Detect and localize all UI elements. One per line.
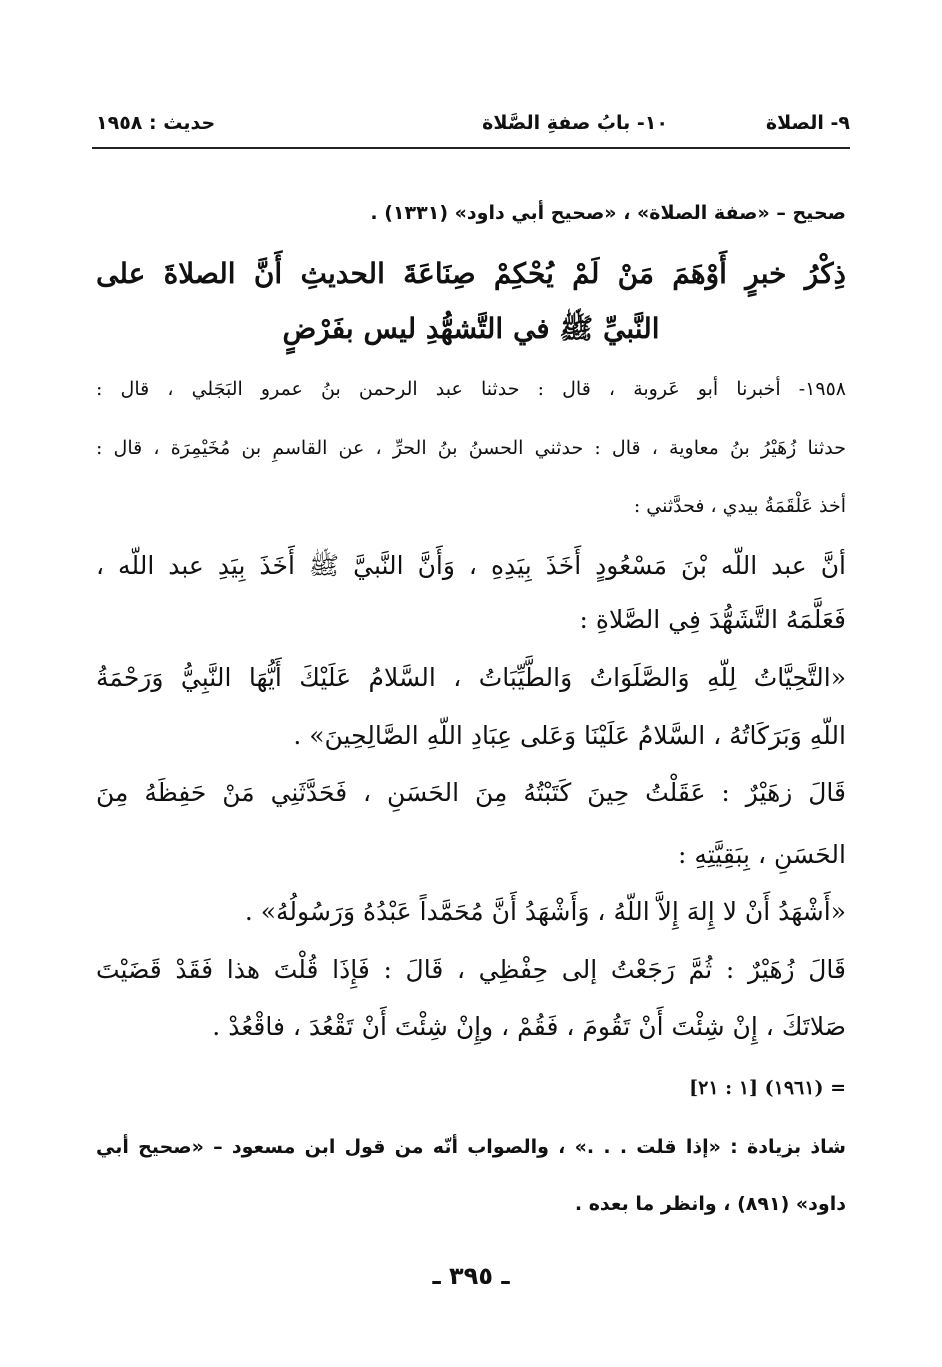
header-rule bbox=[92, 147, 850, 149]
footnote-line-2: داود» (٨٩١) ، وانظر ما بعده . bbox=[574, 1193, 846, 1215]
isnad-line-1: ١٩٥٨- أخبرنا أبو عَروبة ، قال : حدثنا عبد الرحمن بنُ عمرو البَجَلي ، قال : bbox=[96, 378, 846, 400]
grading-line: صحيح – «صفة الصلاة» ، «صحيح أبي داود» (١٣٣١) . bbox=[370, 202, 846, 224]
matn-line-4: اللّهِ وَبَرَكَاتُهُ ، السَّلامُ عَلَيْنَا وَعَلى عِبَادِ اللّهِ الصَّالِحِينَ» . bbox=[293, 721, 846, 750]
isnad-line-3: أخذ عَلْقَمَةُ بيدي ، فحدَّثني : bbox=[633, 495, 846, 517]
footnote-line-1: شاذ بزيادة : «إذا قلت . . .» ، والصواب أنّه من قول ابن مسعود – «صحيح أبي bbox=[96, 1136, 846, 1158]
matn-line-9: صَلاتَكَ ، إِنْ شِئْتَ أَنْ تَقُومَ ، فَقُمْ ، وإِنْ شِئْتَ أَنْ تَقْعُدَ ، فاقْعُدْ . bbox=[212, 1012, 846, 1041]
cross-reference: = (١٩٦١) [١ : ٢١] bbox=[689, 1077, 846, 1099]
matn-line-7: «أَشْهَدُ أَنْ لا إِلهَ إِلاَّ اللّهُ ، وَأَشْهَدُ أَنَّ مُحَمَّداً عَبْدُهُ وَرَسُولُهُ» . bbox=[244, 897, 846, 926]
page-number: ـ ٣٩٥ ـ bbox=[432, 1262, 510, 1290]
matn-line-5: قَالَ زهَيْرٌ : عَقَلْتُ حِينَ كَتَبْتُهُ مِنَ الحَسَنِ ، فَحَدَّثَنِي مَنْ حَفِظَهُ مِنَ bbox=[96, 778, 846, 807]
matn-line-1: أنَّ عبد اللّه بْنَ مَسْعُودٍ أَخَذَ بِيَدِهِ ، وَأَنَّ النَّبيَّ ﷺ أَخَذَ بِيَدِ عبد اللّه ، bbox=[96, 551, 846, 580]
header-book-title: ٩- الصلاة bbox=[765, 112, 850, 134]
matn-line-8: قَالَ زُهَيْرٌ : ثُمَّ رَجَعْتُ إلى حِفْظِي ، قَالَ : فَإِذَا قُلْتَ هذا فَقَدْ قَضَيْتَ bbox=[96, 955, 846, 984]
header-hadith-number: حديث : ١٩٥٨ bbox=[96, 112, 216, 134]
chapter-title-line-2: النَّبيِّ ﷺ في التَّشهُّدِ ليس بفَرْضٍ bbox=[282, 312, 660, 345]
header-chapter-title: ١٠- بابُ صفةِ الصَّلاة bbox=[482, 112, 668, 134]
matn-line-3: «التَّحِيَّاتُ لِلّهِ وَالصَّلَوَاتُ وَالطَّيِّبَاتُ ، السَّلامُ عَلَيْكَ أَيُّهَا النَّبِيُّ وَرَحْمَةُ bbox=[96, 663, 846, 692]
matn-line-6: الحَسَنِ ، بِبَقِيَّتِهِ : bbox=[677, 840, 846, 869]
isnad-line-2: حدثنا زُهَيْرُ بنُ معاوية ، قال : حدثني الحسنُ بنُ الحرِّ ، عن القاسمِ بن مُخَيْمِرَة ، قال : bbox=[96, 437, 846, 459]
chapter-title-line-1: ذِكْرُ خبرٍ أَوْهَمَ مَنْ لَمْ يُحْكِمْ صِنَاعَةَ الحديثِ أَنَّ الصلاةَ على bbox=[96, 257, 846, 290]
matn-line-2: فَعَلَّمَهُ التَّشَهُّدَ فِي الصَّلاةِ : bbox=[579, 605, 846, 634]
